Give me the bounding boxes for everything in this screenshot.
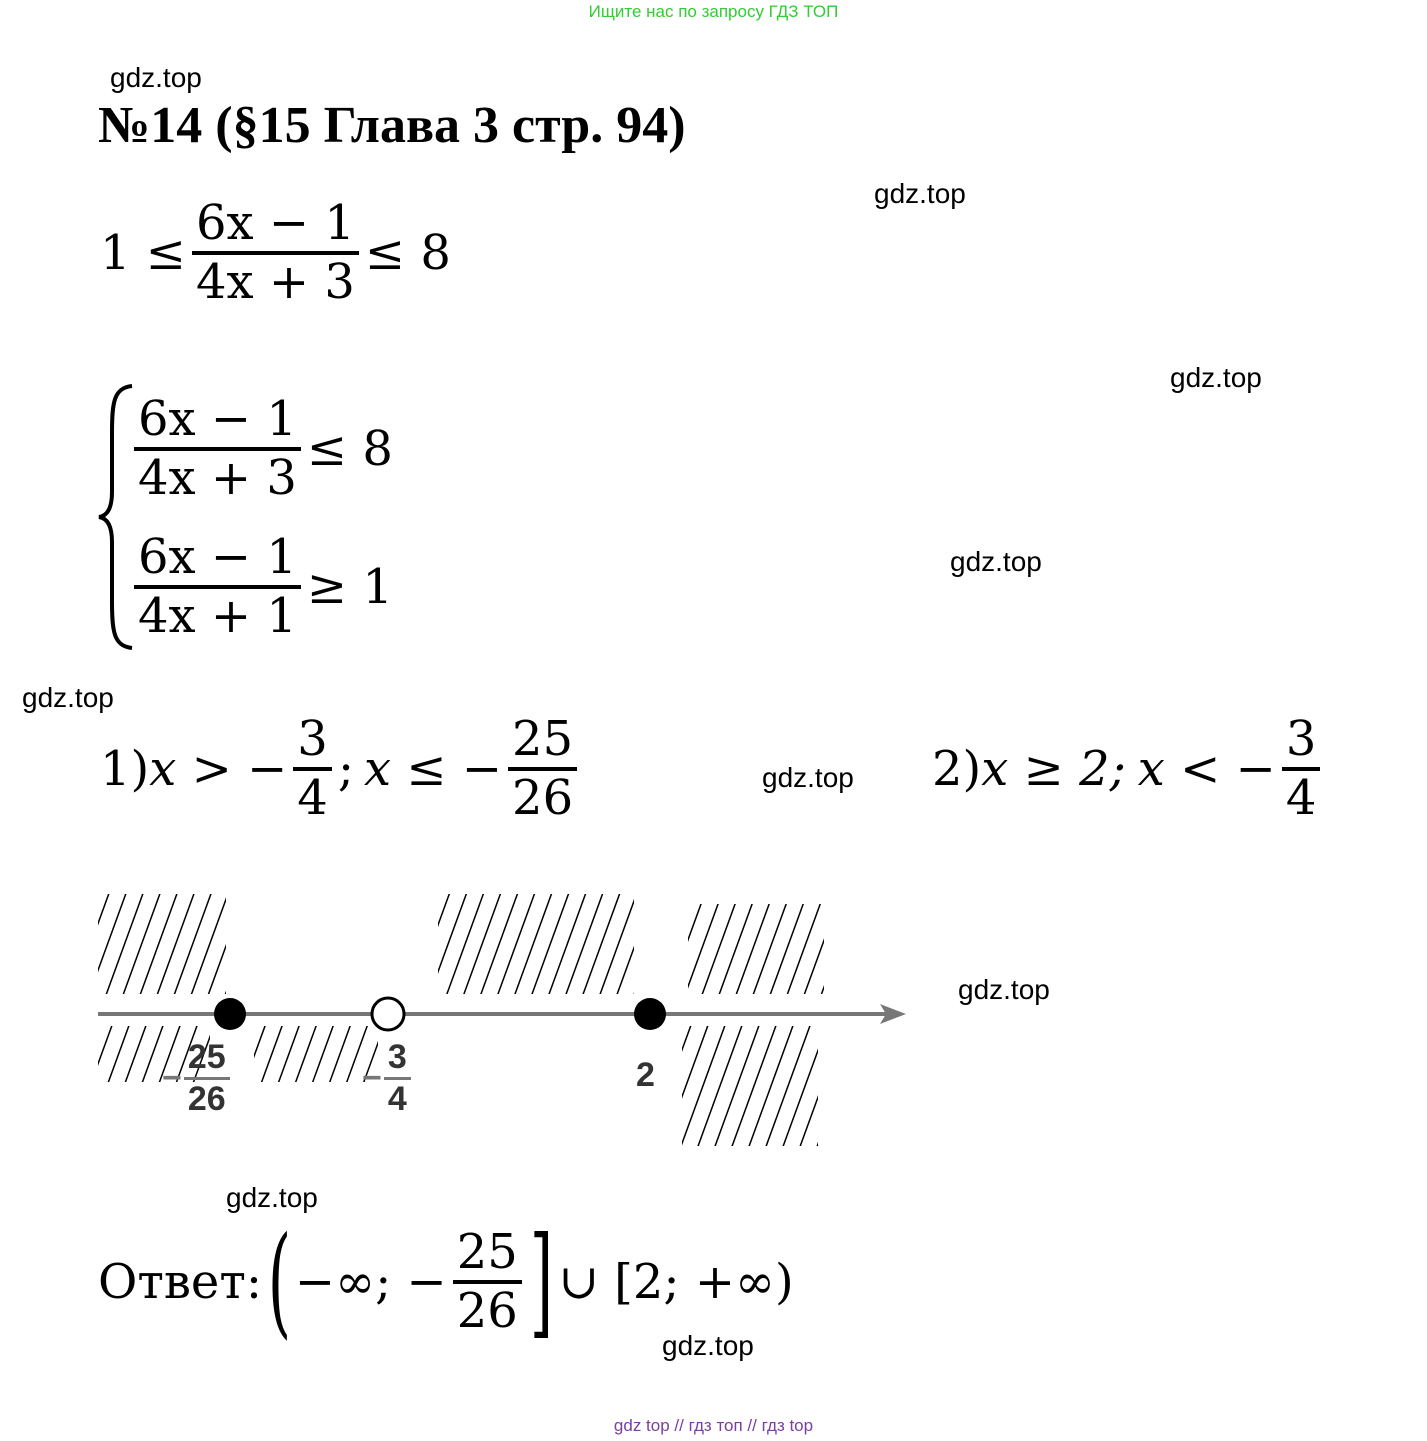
answer-open: −∞; −: [294, 1254, 447, 1310]
step-1-fraction-b-den: 26: [512, 770, 574, 827]
point-2: [634, 998, 666, 1030]
step-1-fraction-a-den: 4: [297, 770, 328, 827]
step-1-fraction-a-num: 3: [297, 711, 328, 767]
watermark: gdz.top: [226, 1182, 318, 1213]
system-denominator-2: 4x + 1: [138, 588, 297, 644]
answer-den: 26: [456, 1283, 518, 1339]
step-2: [932, 712, 1326, 826]
answer-open-paren: (: [267, 1212, 292, 1351]
point-minus-25-26: [214, 998, 246, 1030]
answer-fraction: [453, 1225, 522, 1339]
ineq-right: ≤ 8: [364, 225, 451, 282]
watermark: gdz.top: [22, 682, 114, 713]
system-brace: [96, 382, 136, 652]
system: [134, 380, 393, 656]
step-1-part-a: x > −: [149, 741, 288, 798]
hatch-lower-middle: [254, 1026, 378, 1082]
label-den: 4: [387, 1080, 407, 1119]
system-numerator-2: 6x − 1: [138, 528, 297, 585]
watermark: gdz.top: [662, 1330, 754, 1361]
label-sign: −: [162, 1059, 182, 1098]
system-denominator-1: 4x + 3: [138, 450, 297, 506]
hatch-upper-left: [98, 894, 226, 994]
label-2: 2: [636, 1056, 655, 1094]
step-2-part-a: x ≥ 2;: [981, 741, 1126, 798]
brace-icon: [96, 382, 136, 652]
step-1: [100, 712, 583, 826]
watermark: gdz.top: [1170, 362, 1262, 393]
step-2-fraction-den: 4: [1285, 770, 1317, 827]
footer: gdz top // гдз топ // гдз top: [613, 1416, 814, 1435]
watermark: gdz.top: [950, 546, 1042, 577]
top-banner: Ищите нас по запросу ГДЗ ТОП: [588, 2, 839, 21]
ineq-denominator: 4x + 3: [196, 254, 355, 311]
system-numerator-1: 6x − 1: [138, 390, 297, 447]
watermark: gdz.top: [958, 974, 1050, 1005]
answer-num: 25: [456, 1223, 518, 1280]
step-2-prefix: 2): [932, 741, 982, 798]
hatch-lower-right: [682, 1026, 818, 1146]
step-1-fraction-a: [293, 712, 332, 826]
label-den: 26: [187, 1080, 226, 1119]
hatch-upper-middle: [438, 894, 634, 994]
point-minus-3-4: [372, 998, 404, 1030]
system-relation-2: ≥ 1: [306, 559, 393, 615]
label-fraction: [384, 1038, 411, 1119]
double-inequality: [100, 196, 451, 310]
label-minus-3-4: [362, 1038, 413, 1119]
hatch-upper-right: [688, 904, 824, 994]
label-sign: −: [362, 1059, 382, 1098]
step-1-prefix: 1): [100, 741, 150, 798]
step-1-part-b: x ≤ −: [364, 741, 503, 798]
watermark: gdz.top: [110, 62, 202, 93]
ineq-left: 1 ≤: [100, 225, 187, 282]
label-minus-25-26: [162, 1038, 232, 1119]
step-1-fraction-b-num: 25: [512, 711, 574, 767]
label-num: 3: [387, 1038, 407, 1076]
ineq-numerator: 6x − 1: [196, 195, 355, 251]
system-fraction-1: [134, 392, 301, 506]
label-fraction: [184, 1038, 230, 1119]
answer-label: Ответ:: [98, 1254, 263, 1310]
step-1-fraction-b: [508, 712, 577, 826]
watermark: gdz.top: [762, 762, 854, 793]
step-2-part-b: x < −: [1137, 741, 1276, 798]
ineq-fraction: [192, 196, 359, 310]
answer-rest: ∪ [2; +∞): [558, 1254, 794, 1310]
watermark: gdz.top: [874, 178, 966, 209]
step-1-sep: ;: [337, 741, 355, 798]
system-row-2: [134, 518, 393, 656]
step-2-fraction-num: 3: [1285, 711, 1317, 767]
system-fraction-2: [134, 530, 301, 644]
answer-close-bracket: ]: [529, 1212, 553, 1351]
problem-title: №14 (§15 Глава 3 стр. 94): [98, 97, 686, 154]
step-2-fraction: [1282, 712, 1321, 826]
label-num: 25: [187, 1038, 226, 1076]
system-row-1: [134, 380, 393, 518]
number-line: [96, 880, 926, 1150]
system-relation-1: ≤ 8: [306, 421, 393, 477]
